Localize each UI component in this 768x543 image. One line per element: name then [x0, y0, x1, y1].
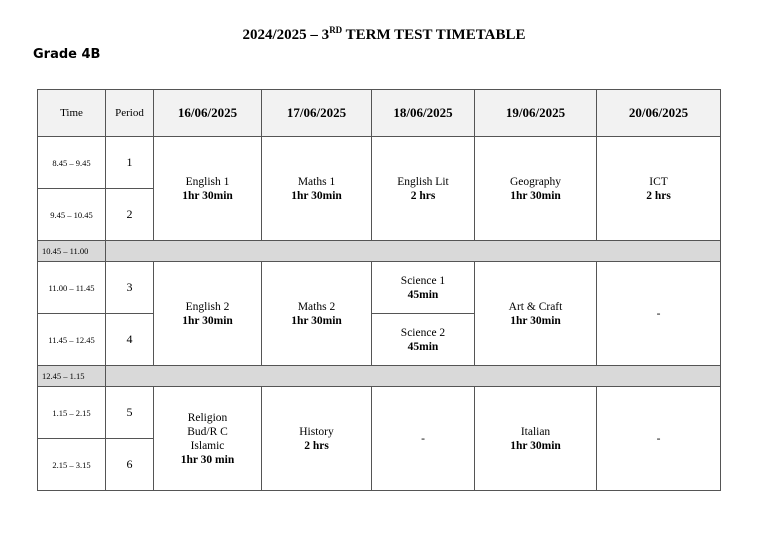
- subject-name: Science 2: [400, 326, 446, 339]
- break-fill: [106, 241, 721, 262]
- subject-line: Religion: [187, 411, 228, 424]
- exam-cell: [154, 387, 262, 491]
- empty-cell: -: [597, 387, 721, 491]
- header-period: Period: [106, 90, 154, 137]
- period-cell: 2: [106, 189, 154, 241]
- exam-cell: [372, 137, 475, 241]
- period-cell: 4: [106, 314, 154, 366]
- time-cell: 11.00 – 11.45: [38, 262, 106, 314]
- subject-name: Maths 1: [297, 175, 336, 188]
- subject-name: Art & Craft: [508, 300, 563, 313]
- subject-duration: 2 hrs: [646, 189, 671, 202]
- table-row: [38, 387, 721, 439]
- empty-cell: -: [597, 262, 721, 366]
- subject-line: Islamic: [190, 439, 225, 452]
- header-day-4: 19/06/2025: [475, 90, 597, 137]
- header-day-2: 17/06/2025: [262, 90, 372, 137]
- subject-name: Geography: [509, 175, 562, 188]
- grade-label: Grade 4B: [33, 47, 101, 62]
- period-cell: 1: [106, 137, 154, 189]
- subject-name: Science 1: [400, 274, 446, 287]
- exam-cell: [262, 262, 372, 366]
- exam-cell: [475, 137, 597, 241]
- break-fill: [106, 366, 721, 387]
- subject-duration: 2 hrs: [410, 189, 436, 202]
- header-day-5: 20/06/2025: [597, 90, 721, 137]
- time-cell: 11.45 – 12.45: [38, 314, 106, 366]
- subject-duration: 1hr 30min: [182, 314, 233, 327]
- subject-duration: 1hr 30min: [182, 189, 233, 202]
- subject-duration: 1hr 30min: [291, 314, 342, 327]
- table-row: [38, 262, 721, 314]
- subject-duration: 1hr 30min: [510, 314, 561, 327]
- exam-cell: [154, 137, 262, 241]
- exam-cell: [262, 387, 372, 491]
- subject-name: English 2: [185, 300, 230, 313]
- break-time: 10.45 – 11.00: [38, 241, 106, 262]
- exam-cell: [597, 137, 721, 241]
- time-cell: 2.15 – 3.15: [38, 439, 106, 491]
- timetable: [37, 89, 721, 491]
- exam-cell: [475, 262, 597, 366]
- header-row: [38, 90, 721, 137]
- period-cell: 5: [106, 387, 154, 439]
- empty-cell: -: [372, 387, 475, 491]
- time-cell: 1.15 – 2.15: [38, 387, 106, 439]
- subject-name: Maths 2: [297, 300, 336, 313]
- exam-cell: [372, 262, 475, 314]
- title-superscript: RD: [329, 25, 343, 35]
- title-main: 2024/2025 – 3: [242, 27, 330, 43]
- header-day-3: 18/06/2025: [372, 90, 475, 137]
- break-row: [38, 366, 721, 387]
- subject-duration: 1hr 30min: [510, 439, 561, 452]
- subject-duration: 45min: [407, 288, 439, 301]
- page-title: [0, 25, 768, 44]
- subject-duration: 1hr 30min: [291, 189, 342, 202]
- exam-cell: [262, 137, 372, 241]
- period-cell: 3: [106, 262, 154, 314]
- subject-name: Italian: [520, 425, 551, 438]
- exam-cell: [475, 387, 597, 491]
- subject-name: English Lit: [397, 175, 449, 188]
- title-rest: TERM TEST TIMETABLE: [342, 27, 526, 43]
- header-day-1: 16/06/2025: [154, 90, 262, 137]
- break-row: [38, 241, 721, 262]
- break-time: 12.45 – 1.15: [38, 366, 106, 387]
- subject-line: Bud/R C: [187, 425, 228, 438]
- subject-duration: 2 hrs: [304, 439, 329, 452]
- header-time: Time: [38, 90, 106, 137]
- period-cell: 6: [106, 439, 154, 491]
- time-cell: 8.45 – 9.45: [38, 137, 106, 189]
- exam-cell: [372, 314, 475, 366]
- exam-cell: [154, 262, 262, 366]
- table-row: [38, 137, 721, 189]
- subject-duration: 1hr 30 min: [180, 453, 235, 466]
- subject-duration: 45min: [407, 340, 439, 353]
- subject-name: English 1: [185, 175, 230, 188]
- subject-name: ICT: [649, 175, 668, 188]
- subject-name: History: [299, 425, 334, 438]
- subject-duration: 1hr 30min: [510, 189, 561, 202]
- time-cell: 9.45 – 10.45: [38, 189, 106, 241]
